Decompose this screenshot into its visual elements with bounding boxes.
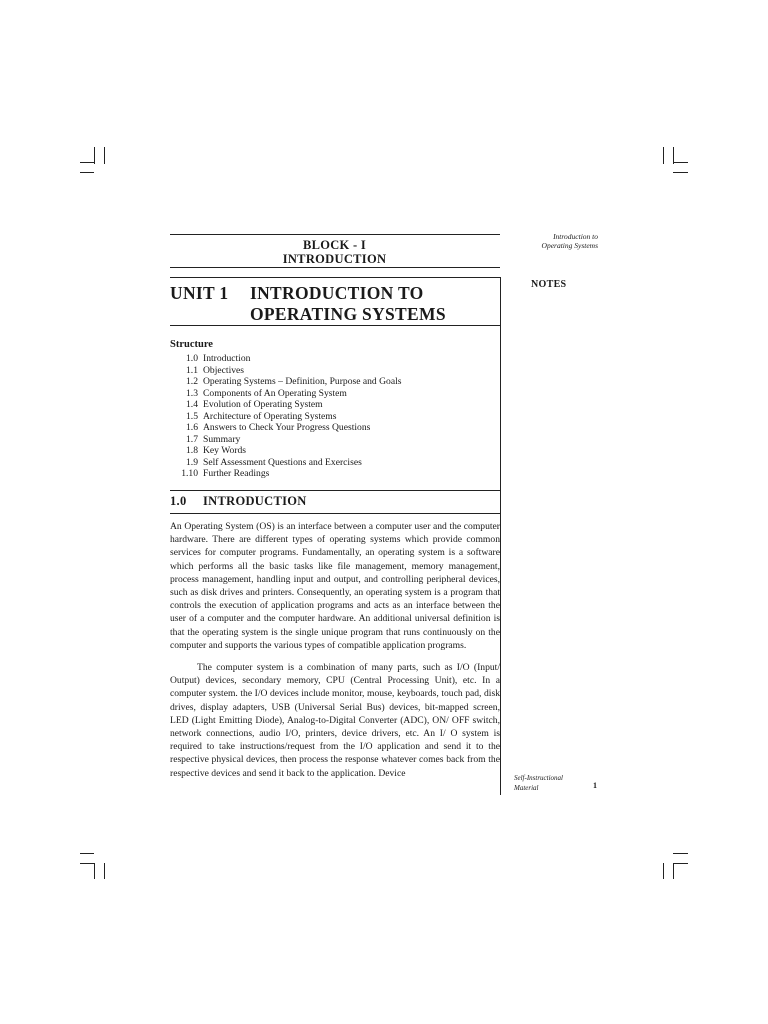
toc-label: Architecture of Operating Systems [203,410,337,422]
toc-number: 1.10 [181,468,198,479]
toc-label: Introduction [203,353,251,364]
crop-mark [673,162,688,163]
crop-mark [80,172,94,173]
toc-item [170,376,500,388]
toc-item [170,422,500,434]
section-heading [170,494,500,510]
section-title: INTRODUCTION [203,494,307,508]
toc-label: Summary [203,433,241,445]
structure-heading: Structure [170,339,213,350]
crop-mark [94,863,95,879]
unit-heading [170,282,500,328]
footer-label [514,773,563,793]
notes-label: NOTES [531,279,567,290]
footer-line2: Material [514,784,539,792]
toc-item [170,353,500,365]
toc-label: Further Readings [203,468,270,479]
crop-mark [673,863,674,879]
toc-item [170,411,500,423]
paragraph-text: The computer system is a combination of many parts, such as I/O (Input/ Output) devices, secondary memory, CPU (Central Processing Unit), etc. In a computer system. the I/O devices include monitor, mouse, keyboards, touch pad, disk drives, display adapters, USB (Universal Serial Bus) devices, bit-mapped screen, LED (Light Emitting Diode), Analog-to-Digital Converter (ADC), ON/ OFF switch, network connections, audio I/O, printers, device drivers, etc. An I/ O system is required to take instructions/request from the I/O application and send it to the respective physical devices, then process the response whatever comes back from the respective devices and send it back to the application. Device [170,662,500,779]
running-head-line1: Introduction to [553,232,598,241]
toc-label: Operating Systems – Definition, Purpose and Goals [203,376,402,387]
unit-title-line1: INTRODUCTION TO [250,283,424,303]
paragraph-text: An Operating System (OS) is an interface between a computer user and the computer hardware. There are different types of operating systems which provide common services for computer programs. Fundamentally, an operating system is a software which performs all the basic tasks like file management, memory management, process management, handling input and output, and controlling peripheral devices, such as disk drives and printers. Consequently, an operating system is a program that controls the execution of application programs and acts as an interface between the user of a computer and the computer hardware. An additional universal definition is that the operating system is the single unique program that runs continuously on the computer and supports the various types of compatible application programs. [170,521,500,651]
footer-line1: Self-Instructional [514,774,563,782]
toc-number: 1.1 [186,364,198,376]
block-top-rule [170,234,500,235]
crop-mark [663,863,664,879]
crop-mark [663,147,664,164]
body-paragraph [170,661,500,780]
crop-mark [80,853,94,854]
toc-item [170,468,500,480]
crop-mark [94,147,95,164]
section-top-rule [170,490,500,491]
toc-item [170,365,500,377]
crop-mark [104,863,105,879]
running-head [505,232,598,250]
toc-label: Answers to Check Your Progress Questions [203,422,371,433]
toc-label: Objectives [203,364,245,376]
crop-mark [673,172,688,173]
toc-number: 1.2 [186,376,198,387]
crop-mark [80,162,94,163]
section-bottom-rule [170,513,500,514]
toc-label: Evolution of Operating System [203,399,323,410]
toc-item [170,457,500,469]
toc-number: 1.0 [186,353,198,364]
crop-mark [104,147,105,164]
structure-list [170,353,500,480]
toc-number: 1.9 [186,456,198,468]
toc-item [170,388,500,400]
section-number: 1.0 [170,494,187,508]
toc-label: Components of An Operating System [203,387,347,399]
margin-divider [500,277,501,795]
page-number: 1 [593,781,597,790]
toc-number: 1.6 [186,422,198,433]
unit-title-line2: OPERATING SYSTEMS [250,304,446,324]
block-bottom-rule [170,267,500,268]
toc-number: 1.3 [186,387,198,399]
toc-label: Key Words [203,445,247,456]
block-title: BLOCK - I [302,238,367,252]
unit-number: UNIT 1 [170,283,229,303]
toc-number: 1.8 [186,445,198,456]
toc-number: 1.5 [186,410,198,422]
running-head-line2: Operating Systems [541,241,598,250]
toc-label: Self Assessment Questions and Exercises [203,456,362,468]
body-paragraph [170,520,500,652]
toc-number: 1.4 [186,399,198,410]
crop-mark [673,853,688,854]
toc-item [170,434,500,446]
unit-top-rule [170,277,500,278]
toc-item [170,399,500,411]
toc-item [170,445,500,457]
crop-mark [80,863,94,864]
toc-number: 1.7 [186,433,198,445]
crop-mark [673,863,688,864]
block-subtitle: INTRODUCTION [282,252,387,266]
